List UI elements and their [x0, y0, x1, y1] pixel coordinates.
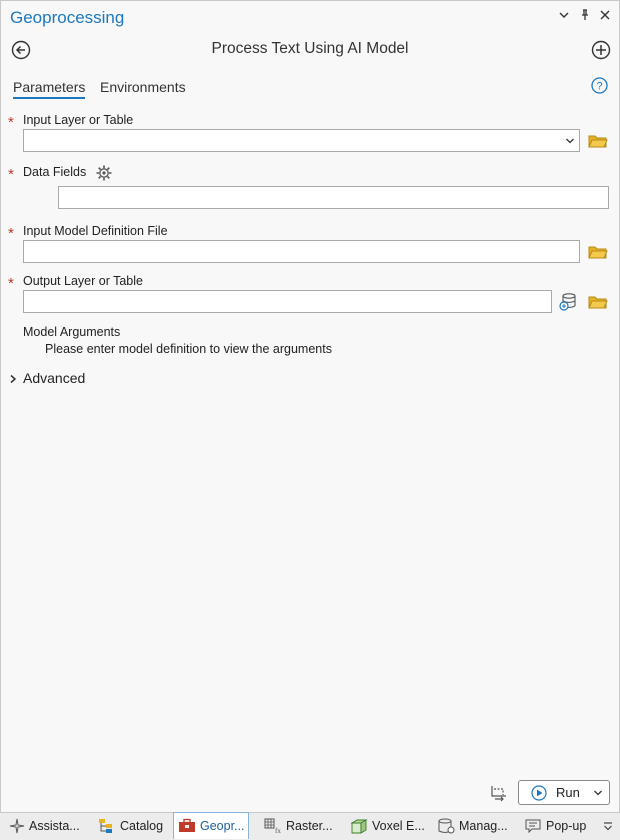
catalog-icon — [98, 818, 116, 834]
voxel-icon — [350, 818, 368, 834]
add-button[interactable] — [591, 40, 609, 58]
extent-toggle-icon[interactable] — [489, 783, 509, 808]
dock-tab-assistant[interactable] — [9, 813, 80, 839]
pane-title: Geoprocessing — [10, 8, 125, 27]
model-def-label: Input Model Definition File — [23, 224, 168, 238]
dock-tab-label: Assista... — [29, 819, 80, 833]
required-marker: * — [8, 225, 14, 242]
model-arguments-heading: Model Arguments — [23, 325, 121, 339]
output-layer-input[interactable] — [23, 290, 552, 313]
advanced-label: Advanced — [23, 370, 86, 386]
dock-tab-raster-functions[interactable] — [264, 813, 333, 839]
dock-tab-geoprocessing[interactable] — [173, 812, 249, 839]
dock-tab-popup[interactable] — [524, 813, 586, 839]
advanced-section-toggle[interactable] — [8, 370, 85, 386]
dock-tab-label: Raster... — [286, 819, 333, 833]
tab-parameters[interactable]: Parameters — [13, 79, 85, 99]
dock-tab-label: Pop-up — [546, 819, 587, 833]
dock-tab-label: Geopr... — [200, 819, 245, 833]
browse-folder-icon[interactable] — [588, 294, 608, 310]
dock-tab-bar — [0, 812, 620, 840]
chevron-down-icon[interactable] — [593, 789, 603, 797]
sparkle-icon — [9, 818, 25, 834]
model-arguments-note: Please enter model definition to view the arguments — [45, 342, 332, 356]
overflow-menu-icon[interactable] — [603, 820, 613, 838]
tool-name: Process Text Using AI Model — [211, 40, 409, 57]
input-layer-label: Input Layer or Table — [23, 113, 134, 127]
gear-icon[interactable] — [95, 164, 113, 187]
data-fields-input[interactable] — [58, 186, 609, 209]
input-layer-dropdown[interactable] — [23, 129, 580, 152]
output-layer-label: Output Layer or Table — [23, 274, 143, 288]
run-button[interactable] — [518, 780, 610, 805]
browse-folder-icon[interactable] — [588, 133, 608, 149]
help-icon[interactable] — [591, 77, 608, 94]
dock-tab-catalog[interactable] — [98, 813, 163, 839]
close-icon[interactable] — [597, 9, 613, 25]
chevron-down-icon[interactable] — [556, 9, 572, 25]
browse-folder-icon[interactable] — [588, 244, 608, 260]
run-label: Run — [556, 785, 580, 800]
required-marker: * — [8, 114, 14, 131]
model-def-input[interactable] — [23, 240, 580, 263]
dock-tab-voxel-exploration[interactable] — [350, 813, 425, 839]
svg-text:?: ? — [596, 80, 603, 93]
play-icon — [531, 785, 547, 801]
svg-text:fx: fx — [275, 827, 281, 834]
toolbox-icon — [178, 818, 196, 834]
raster-function-icon — [264, 818, 282, 834]
dock-tab-label: Voxel E... — [372, 819, 425, 833]
popup-icon — [524, 818, 542, 834]
database-icon — [437, 818, 455, 834]
pin-icon[interactable] — [577, 9, 593, 25]
chevron-down-icon — [565, 136, 575, 146]
dock-tab-label: Catalog — [120, 819, 164, 833]
data-fields-label: Data Fields — [23, 165, 87, 179]
plus-circle-icon — [591, 40, 611, 60]
chevron-right-icon — [8, 374, 18, 384]
database-options-icon[interactable] — [558, 292, 578, 317]
tab-environments[interactable]: Environments — [100, 79, 186, 95]
dock-tab-manage[interactable] — [437, 813, 508, 839]
required-marker: * — [8, 275, 14, 292]
required-marker: * — [8, 166, 14, 183]
dock-tab-label: Manag... — [459, 819, 508, 833]
